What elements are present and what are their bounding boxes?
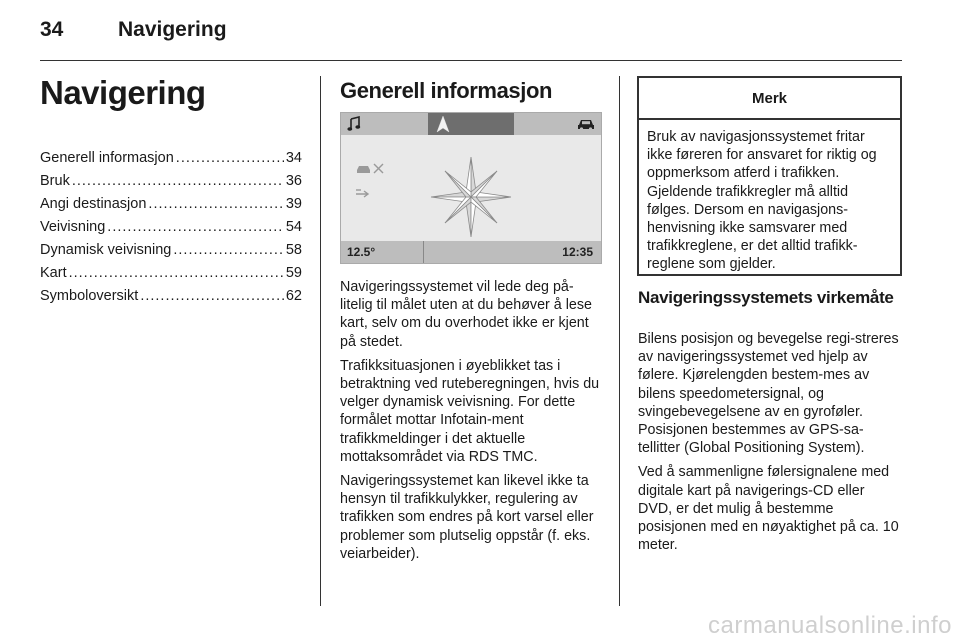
operation-text xyxy=(638,330,902,560)
screen-top-bar xyxy=(341,113,601,135)
toc-label: Kart xyxy=(40,265,67,281)
subsection-title: Navigeringssystemets virkemåte xyxy=(638,288,894,307)
note-title: Merk xyxy=(639,78,900,120)
section-title: Generell informasjon xyxy=(340,78,553,103)
note-box xyxy=(637,76,902,276)
toc-leader xyxy=(173,242,284,258)
paragraph: Trafikksituasjonen i øyeblikket tas i betraktning ved ruteberegningen, hvis du velger dynamisk veivisning. For dette formålet mottar Infotain-ment trafikkmeldinger i det aktuelle mottaksområdet via RDS TMC. xyxy=(340,357,600,465)
toc-entry-6[interactable] xyxy=(40,265,302,288)
toc-page: 36 xyxy=(285,173,302,189)
toc-page: 62 xyxy=(285,288,302,304)
toc-leader xyxy=(69,265,284,281)
toc-page: 54 xyxy=(285,219,302,235)
infotainment-screen-illustration xyxy=(340,112,602,264)
toc-page: 39 xyxy=(285,196,302,212)
column-divider-2 xyxy=(619,76,620,606)
music-note-icon xyxy=(347,116,361,137)
running-header: Navigering xyxy=(118,18,227,41)
table-of-contents xyxy=(40,150,302,311)
toc-leader xyxy=(148,196,283,212)
route-direction-icon xyxy=(355,185,373,203)
status-bar-divider xyxy=(423,241,424,263)
toc-label: Generell informasjon xyxy=(40,150,174,166)
chapter-title: Navigering xyxy=(40,74,206,111)
car-icon xyxy=(577,118,595,136)
page-number: 34 xyxy=(40,18,64,41)
toc-entry-1[interactable] xyxy=(40,150,302,173)
header-divider xyxy=(40,60,902,61)
toc-label: Symboloversikt xyxy=(40,288,139,304)
toc-page: 34 xyxy=(285,150,302,166)
screen-status-bar xyxy=(341,241,601,263)
paragraph: Navigeringssystemet vil lede deg på-litelig til målet uten at du behøver å lese kart, selv om du overhodet ikke er kjent på stedet. xyxy=(340,279,592,350)
navigation-arrow-icon xyxy=(436,115,450,138)
screen-tab-audio xyxy=(341,113,427,135)
watermark: carmanualsonline.info xyxy=(708,612,952,639)
column-divider-1 xyxy=(320,76,321,606)
toc-leader xyxy=(140,288,284,304)
clock-readout: 12:35 xyxy=(562,245,593,259)
screen-tab-navigation xyxy=(428,113,514,135)
toc-entry-5[interactable] xyxy=(40,242,302,265)
screen-tab-vehicle xyxy=(515,113,601,135)
compass-rose-icon xyxy=(427,153,515,246)
toc-label: Dynamisk veivisning xyxy=(40,242,172,258)
paragraph: Ved å sammenligne følersignalene med digitale kart på navigerings-CD eller DVD, er det mulig å bestemme posisjonen med en nøyaktighet på ca. 10 meter. xyxy=(638,464,899,554)
route-status-icon xyxy=(355,161,385,180)
toc-leader xyxy=(176,150,284,166)
toc-label: Veivisning xyxy=(40,219,106,235)
toc-entry-7[interactable] xyxy=(40,288,302,311)
toc-leader xyxy=(107,219,284,235)
paragraph: Bilens posisjon og bevegelse regi-streres av navigeringssystemet ved hjelp av følere. Kjørelengden bestem-mes av bilens speedometersignal, og svingebevegelsene av en gyroføler. Posisjonen bestemmes av GPS-sa-tellitter (Global Positioning System). xyxy=(638,331,899,457)
toc-page: 58 xyxy=(285,242,302,258)
toc-leader xyxy=(72,173,284,189)
toc-entry-3[interactable] xyxy=(40,196,302,219)
toc-entry-4[interactable] xyxy=(40,219,302,242)
intro-text xyxy=(340,278,604,569)
paragraph: Navigeringssystemet kan likevel ikke ta hensyn til trafikkulykker, regulering av trafikken som endres på kort varsel eller problemer som plutselig oppstår (f. eks. veiarbeider). xyxy=(340,473,594,562)
toc-entry-2[interactable] xyxy=(40,173,302,196)
toc-label: Angi destinasjon xyxy=(40,196,147,212)
toc-page: 59 xyxy=(285,265,302,281)
temperature-readout: 12.5° xyxy=(347,245,376,259)
note-text: Bruk av navigasjonssystemet fritar ikke føreren for ansvaret for riktig og oppmerksom atferd i trafikken. Gjeldende trafikkregler må alltid følges. Dersom en navigasjons-henvisning ikke samsvarer med trafikkreglene, er det alltid trafikk-reglene som gjelder. xyxy=(647,129,877,273)
toc-label: Bruk xyxy=(40,173,70,189)
